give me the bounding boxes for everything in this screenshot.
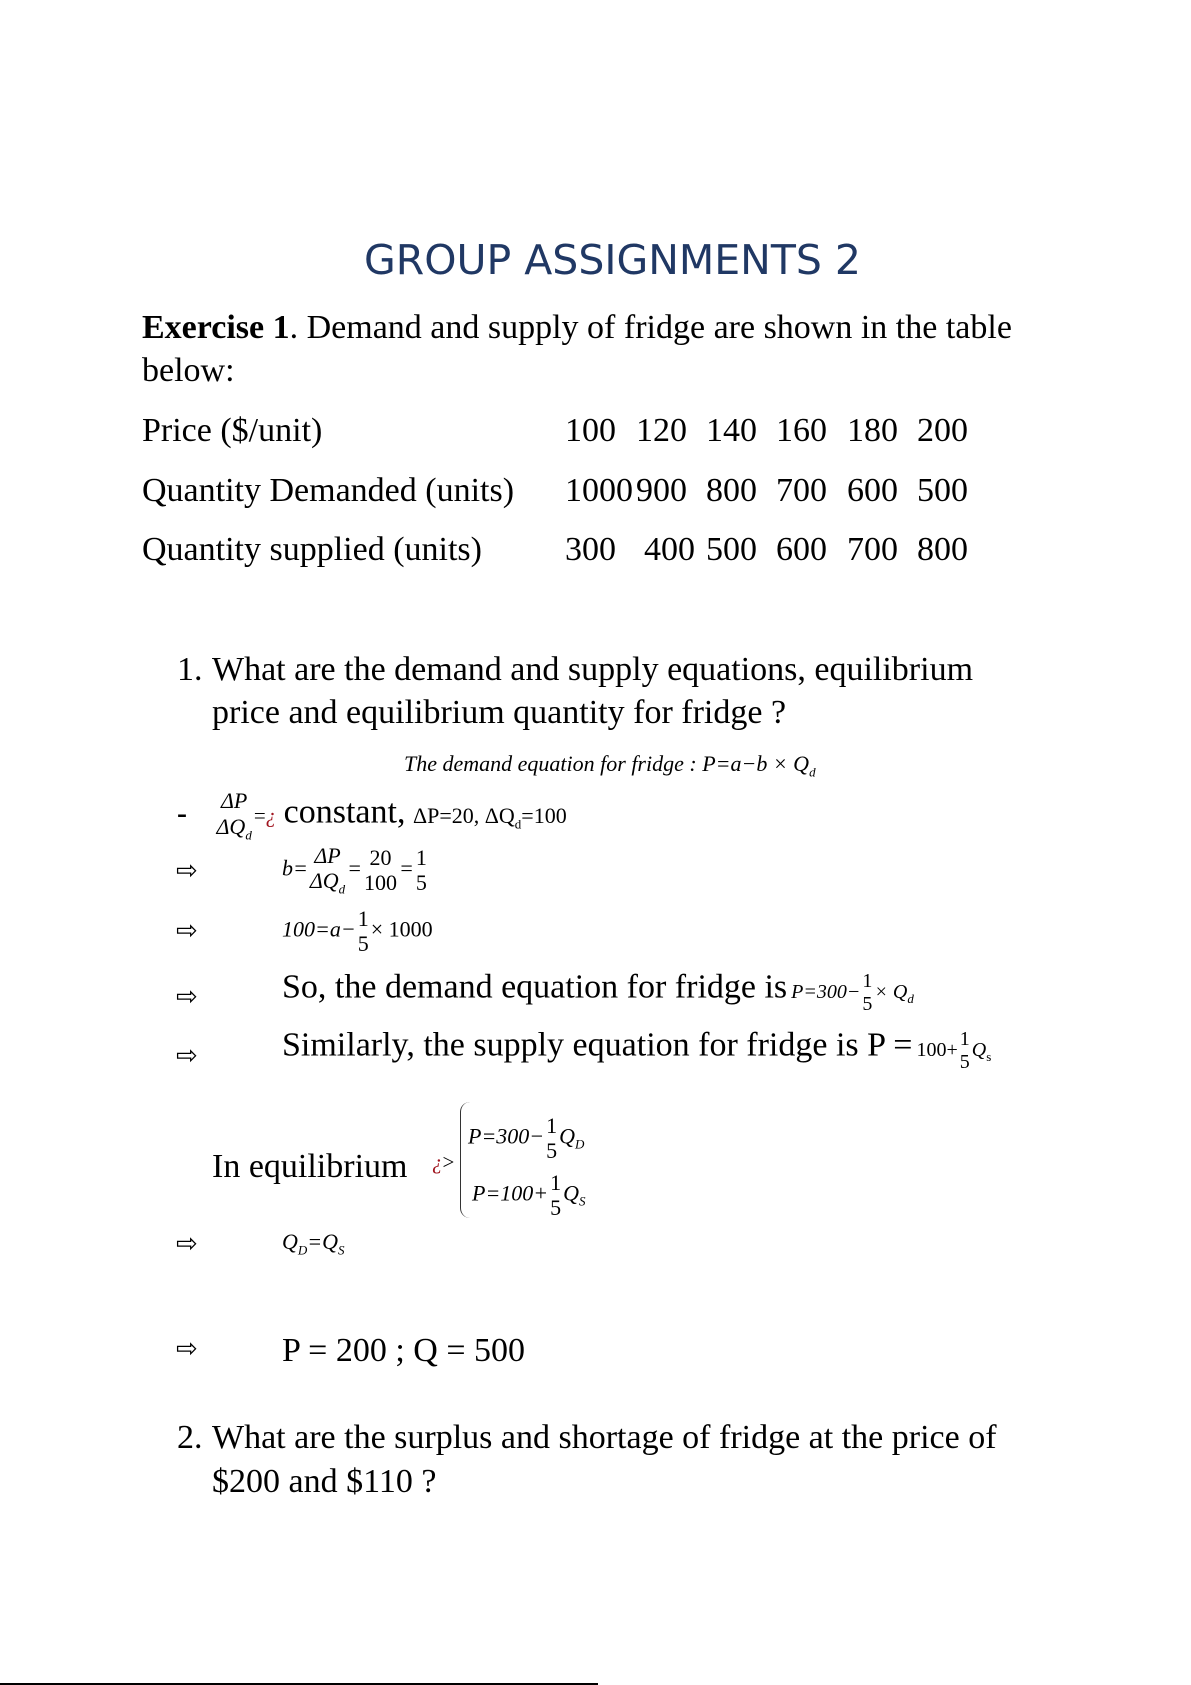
cell: 700 [776, 472, 827, 509]
table-row [0, 414, 1191, 450]
denominator: $\Delta Q_d$ [216, 814, 252, 843]
fraction-dp-dq [217, 788, 252, 844]
equilibrium-result: P = 200 ; Q = 500 [282, 1332, 525, 1369]
cell: 300 [565, 531, 616, 568]
arrow-icon: ⇨ [176, 916, 198, 946]
dash-bullet: - [177, 796, 187, 830]
supply-equation-result: Similarly, the supply equation for fridge is P = 100+ 1 5 $Q_s$ [282, 1026, 992, 1073]
row-label: Price ($/unit) [142, 412, 323, 449]
cell: 600 [776, 531, 827, 568]
a-equation: 100=a− 1 5 × 1000 [282, 906, 433, 957]
demand-equation-result: So, the demand equation for fridge is P=300− 1 5 × $Q_d$ [282, 968, 914, 1015]
arrow-icon: ⇨ [176, 856, 198, 886]
cell: 120 [636, 412, 687, 449]
deltas: ΔP=20, $\Delta Q_d=100$ [412, 802, 567, 832]
exercise-text: . Demand and supply of fridge are shown in the table [289, 309, 1012, 346]
text: So, the demand equation for fridge is [282, 968, 788, 1006]
cell: 180 [847, 412, 898, 449]
exercise-intro [142, 311, 1012, 345]
numerator: ΔP [220, 788, 248, 813]
system-demand: P=300− 1 5 $Q_D$ [468, 1113, 585, 1164]
demand-equation-heading [404, 753, 816, 778]
question-2-line1: What are the surplus and shortage of fridge at the price of [212, 1419, 997, 1456]
step-slope [177, 788, 567, 844]
question-1-line1: What are the demand and supply equations, equilibrium [212, 651, 974, 688]
question-2-number: 2. [177, 1419, 203, 1456]
b-equation: b= ΔP $\Delta Q_d$ = 20 100 = 1 5 [282, 843, 427, 897]
constant-text: constant, [283, 793, 406, 831]
cell: 500 [706, 531, 757, 568]
cell: 800 [917, 531, 968, 568]
cell: 800 [706, 472, 757, 509]
cell: 200 [917, 412, 968, 449]
text: Similarly, the supply equation for fridge is P = [282, 1026, 913, 1064]
arrow-icon: ⇨ [176, 982, 198, 1012]
cell: 160 [776, 412, 827, 449]
row-label: Quantity Demanded (units) [142, 472, 515, 509]
subscript: d [809, 764, 816, 780]
question-1-line2: price and equilibrium quantity for fridge ? [212, 694, 787, 731]
arrow-icon: ⇨ [176, 1334, 198, 1364]
heading-text: The demand equation for fridge : P=a−b × Q [404, 751, 810, 776]
document-title: GROUP ASSIGNMENTS 2 [363, 236, 862, 284]
qd-equals-qs: $Q_D=Q_S$ [282, 1229, 345, 1258]
inverted-gt: ¿> [432, 1150, 455, 1174]
row-label: Quantity supplied (units) [142, 531, 482, 568]
cell: 500 [917, 472, 968, 509]
table-row [0, 533, 1191, 569]
equals-inverted: =¿ [253, 803, 277, 828]
cell: 1000 [565, 472, 633, 509]
cell: 140 [706, 412, 757, 449]
in-equilibrium-label: In equilibrium [212, 1148, 408, 1185]
cell: 600 [847, 472, 898, 509]
question-1-number: 1. [177, 651, 203, 688]
cell: 400 [644, 531, 695, 568]
exercise-label: Exercise 1 [142, 309, 290, 346]
system-supply: P=100+ 1 5 $Q_S$ [472, 1170, 586, 1221]
exercise-text-cont: below: [142, 352, 235, 389]
arrow-icon: ⇨ [176, 1229, 198, 1259]
arrow-icon: ⇨ [176, 1041, 198, 1071]
cell: 100 [565, 412, 616, 449]
cell: 900 [636, 472, 687, 509]
cell: 700 [847, 531, 898, 568]
table-row [0, 474, 1191, 510]
question-2-line2: $200 and $110 ? [212, 1463, 437, 1500]
